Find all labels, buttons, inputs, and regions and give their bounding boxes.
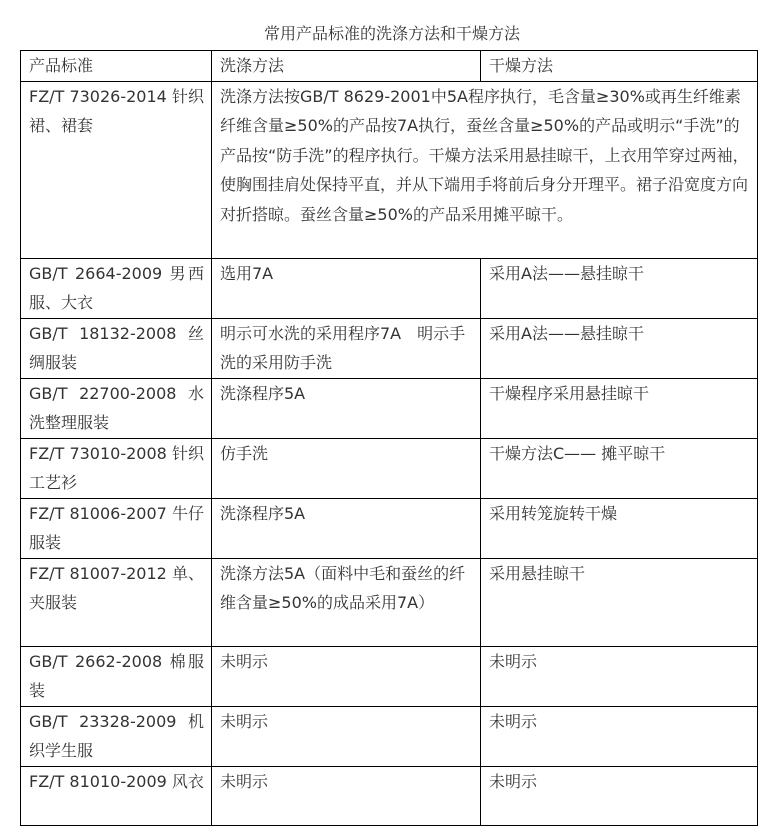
cell-wash: 洗涤方法5A（面料中毛和蚕丝的纤维含量≥50%的成品采用7A） bbox=[212, 558, 481, 646]
table-row bbox=[21, 258, 758, 318]
cell-standard: GB/T 2664-2009 男西服、大衣 bbox=[21, 258, 212, 318]
cell-standard: GB/T 23328-2009 机织学生服 bbox=[21, 706, 212, 766]
table-row bbox=[21, 558, 758, 646]
cell-standard: GB/T 22700-2008 水洗整理服装 bbox=[21, 378, 212, 438]
table-header-row bbox=[21, 51, 758, 82]
cell-wash: 洗涤程序5A bbox=[212, 378, 481, 438]
header-standard: 产品标准 bbox=[21, 51, 212, 82]
cell-wash: 未明示 bbox=[212, 646, 481, 706]
cell-wash: 仿手洗 bbox=[212, 438, 481, 498]
cell-wash: 洗涤程序5A bbox=[212, 498, 481, 558]
cell-standard: FZ/T 73010-2008 针织工艺衫 bbox=[21, 438, 212, 498]
cell-dry: 采用A法——悬挂晾干 bbox=[481, 258, 758, 318]
cell-wash: 选用7A bbox=[212, 258, 481, 318]
cell-standard: FZ/T 81006-2007 牛仔服装 bbox=[21, 498, 212, 558]
table-row bbox=[21, 498, 758, 558]
standards-table bbox=[20, 50, 758, 826]
cell-dry: 未明示 bbox=[481, 766, 758, 825]
cell-dry: 采用A法——悬挂晾干 bbox=[481, 318, 758, 378]
cell-dry: 采用悬挂晾干 bbox=[481, 558, 758, 646]
cell-dry: 干燥程序采用悬挂晾干 bbox=[481, 378, 758, 438]
cell-standard: FZ/T 73026-2014 针织裙、裙套 bbox=[21, 81, 212, 258]
table-row bbox=[21, 766, 758, 825]
cell-standard: GB/T 18132-2008 丝绸服装 bbox=[21, 318, 212, 378]
cell-wash: 未明示 bbox=[212, 766, 481, 825]
cell-wash: 明示可水洗的采用程序7A 明示手洗的采用防手洗 bbox=[212, 318, 481, 378]
cell-standard: FZ/T 81007-2012 单、夹服装 bbox=[21, 558, 212, 646]
table-row bbox=[21, 81, 758, 258]
cell-standard: GB/T 2662-2008 棉服装 bbox=[21, 646, 212, 706]
table-row bbox=[21, 318, 758, 378]
header-wash: 洗涤方法 bbox=[212, 51, 481, 82]
cell-dry: 采用转笼旋转干燥 bbox=[481, 498, 758, 558]
table-row bbox=[21, 646, 758, 706]
table-row bbox=[21, 706, 758, 766]
table-row bbox=[21, 378, 758, 438]
cell-wash: 未明示 bbox=[212, 706, 481, 766]
cell-dry: 干燥方法C—— 摊平晾干 bbox=[481, 438, 758, 498]
table-title: 常用产品标准的洗涤方法和干燥方法 bbox=[263, 24, 520, 43]
cell-dry: 未明示 bbox=[481, 706, 758, 766]
cell-standard: FZ/T 81010-2009 风衣 bbox=[21, 766, 212, 825]
header-dry: 干燥方法 bbox=[481, 51, 758, 82]
table-row bbox=[21, 438, 758, 498]
cell-dry: 未明示 bbox=[481, 646, 758, 706]
cell-wash-dry-merged: 洗涤方法按GB/T 8629-2001中5A程序执行，毛含量≥30%或再生纤维素纤维含量≥50%的产品按7A执行，蚕丝含量≥50%的产品或明示“手洗”的产品按“防手洗”的程序执行。干燥方法采用悬挂晾干，上衣用竿穿过两袖，使胸围挂肩处保持平直，并从下端用手将前后身分开理平。裙子沿宽度方向对折搭晾。蚕丝含量≥50%的产品采用摊平晾干。 bbox=[212, 81, 758, 258]
